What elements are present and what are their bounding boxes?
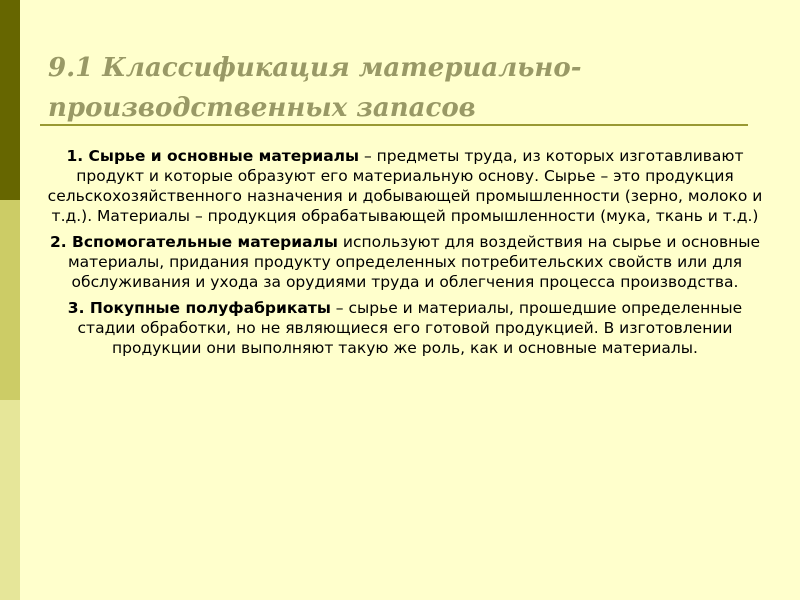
sidebar-segment-dark xyxy=(0,0,20,200)
item-text: – предметы труда, из которых изготавливают продукт и которые образуют его материальную основу. Сырье – это продукция сельскохозяйственного назначения и добывающей промышленности (зерно, молоко и т.д.). Материалы – продукция обрабатывающей промышленности (мука, ткань и т.д.) xyxy=(47,147,763,225)
list-item-3 xyxy=(40,298,770,358)
item-text: – сырье и материалы, прошедшие определенные стадии обработки, но не являющиеся его готовой продукцией. В изготовлении продукции они выполняют такую же роль, как и основные материалы. xyxy=(77,299,743,357)
sidebar-segment-light xyxy=(0,400,20,600)
item-term: 1. Сырье и основные материалы xyxy=(66,147,360,165)
slide-title: 9.1 Классификация материально-производственных запасов xyxy=(48,53,582,123)
item-term: 3. Покупные полуфабрикаты xyxy=(67,299,331,317)
list-item-2 xyxy=(40,232,770,292)
title-divider xyxy=(40,124,748,126)
item-term: 2. Вспомогательные материалы xyxy=(49,233,338,251)
slide-sidebar xyxy=(0,0,20,600)
item-text: используют для воздействия на сырье и основные материалы, придания продукту определенных потребительских свойств или для обслуживания и ухода за орудиями труда и облегчения процесса производства. xyxy=(67,233,761,291)
list-item-1 xyxy=(40,146,770,226)
sidebar-segment-mid xyxy=(0,200,20,400)
slide-body xyxy=(40,146,770,364)
